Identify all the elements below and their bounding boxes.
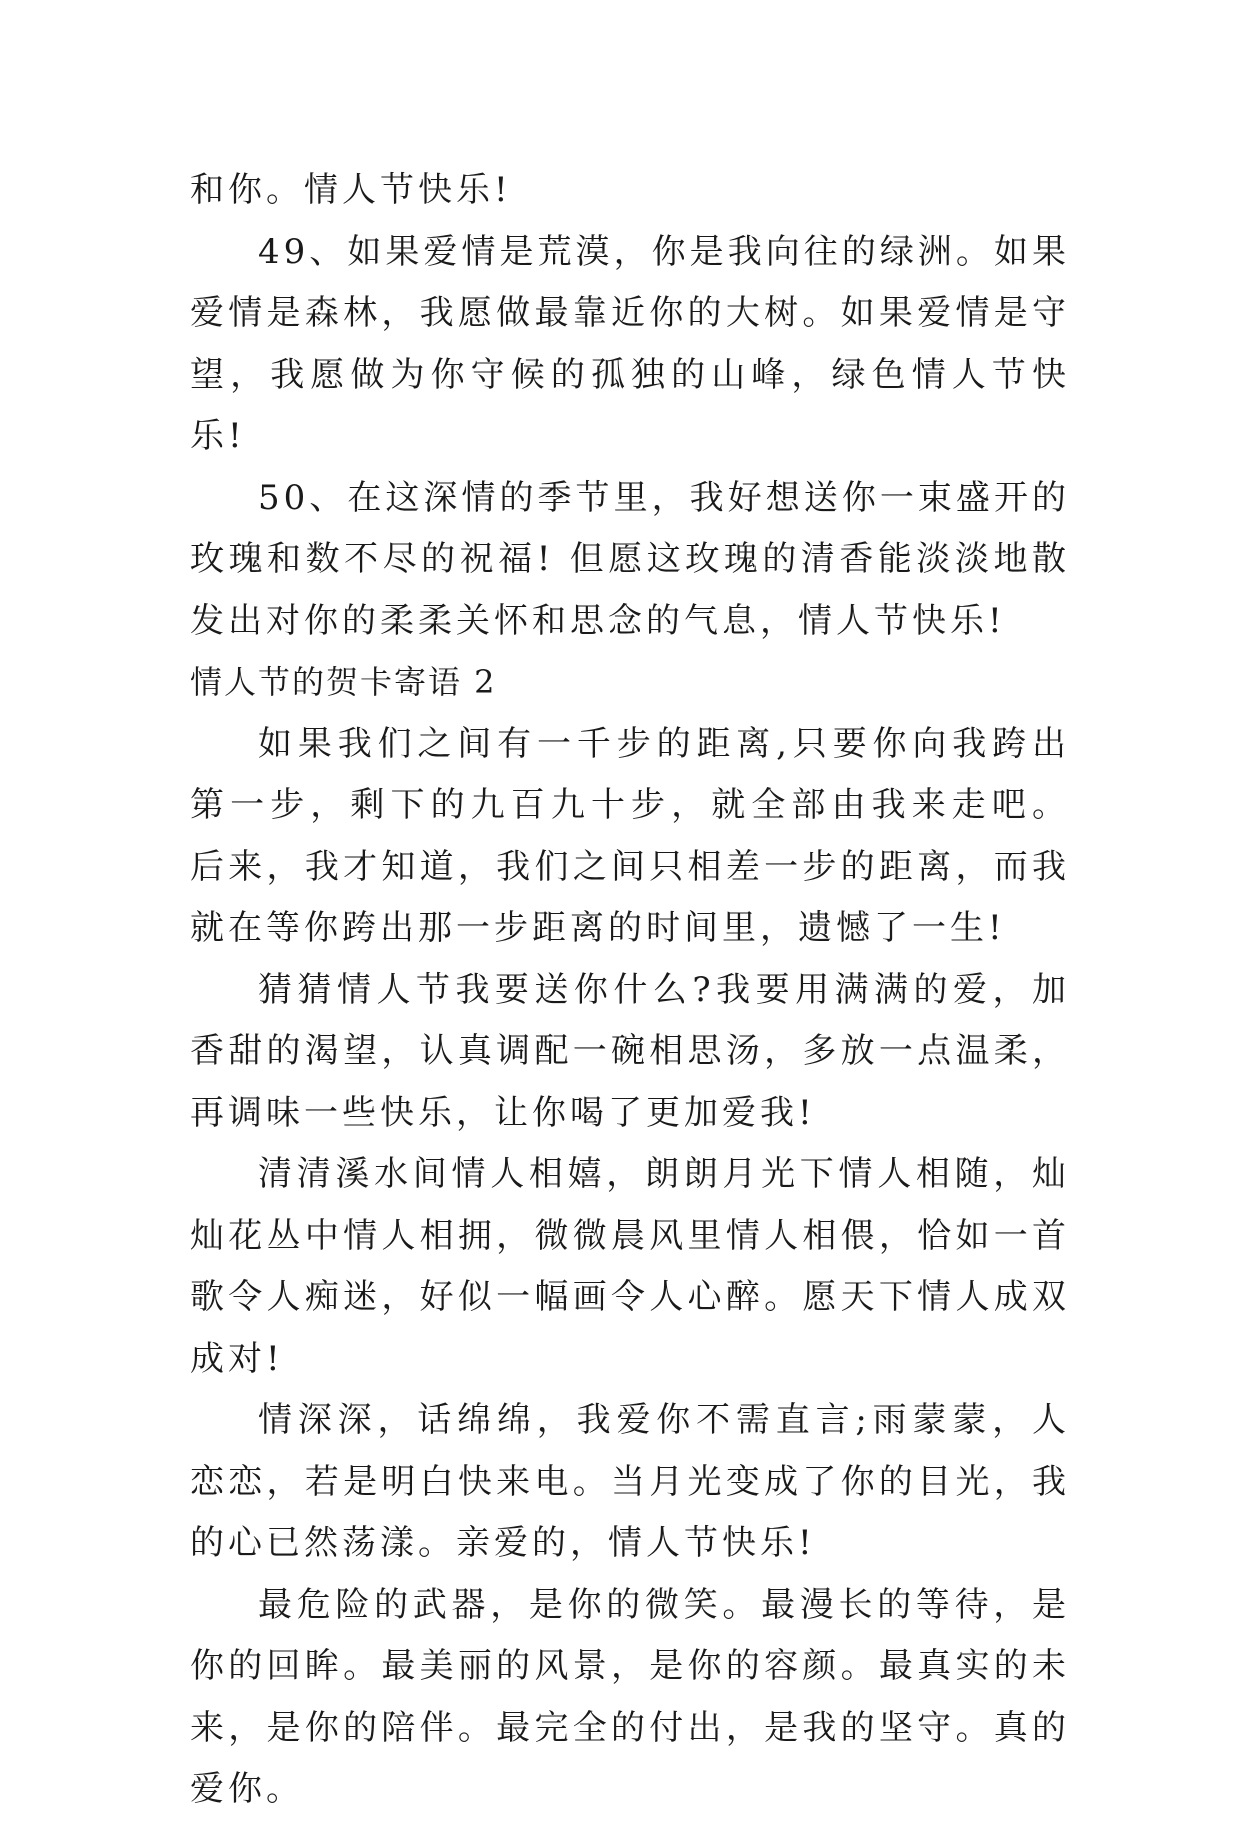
document-body [190, 160, 1070, 1821]
paragraph-stream: 清清溪水间情人相嬉，朗朗月光下情人相随，灿灿花丛中情人相拥，微微晨风里情人相偎，恰如一首歌令人痴迷，好似一幅画令人心醉。愿天下情人成双成对! [190, 1154, 1070, 1379]
paragraph-50: 50、在这深情的季节里，我好想送你一束盛开的玫瑰和数不尽的祝福! 但愿这玫瑰的清香能淡淡地散发出对你的柔柔关怀和思念的气息，情人节快乐! [190, 477, 1070, 641]
paragraph-distance: 如果我们之间有一千步的距离,只要你向我跨出第一步，剩下的九百九十步，就全部由我来走吧。 后来，我才知道，我们之间只相差一步的距离，而我就在等你跨出那一步距离的时间里，遗憾了一生! [190, 723, 1070, 948]
paragraph-dangerous-weapon: 最危险的武器，是你的微笑。最漫长的等待，是你的回眸。最美丽的风景，是你的容颜。最真实的未来，是你的陪伴。最完全的付出，是我的坚守。真的爱你。 [190, 1584, 1070, 1809]
paragraph-deep-love: 情深深，话绵绵，我爱你不需直言;雨蒙蒙，人恋恋，若是明白快来电。当月光变成了你的目光，我的心已然荡漾。亲爱的，情人节快乐! [190, 1400, 1070, 1563]
paragraph-49: 49、如果爱情是荒漠，你是我向往的绿洲。如果爱情是森林，我愿做最靠近你的大树。如果爱情是守望，我愿做为你守候的孤独的山峰，绿色情人节快乐! [190, 231, 1070, 456]
paragraph-continuation: 和你。情人节快乐! [190, 170, 512, 210]
paragraph-guess: 猜猜情人节我要送你什么?我要用满满的爱，加香甜的渴望，认真调配一碗相思汤，多放一点温柔，再调味一些快乐，让你喝了更加爱我! [190, 969, 1070, 1133]
section-heading: 情人节的贺卡寄语 2 [190, 663, 497, 701]
